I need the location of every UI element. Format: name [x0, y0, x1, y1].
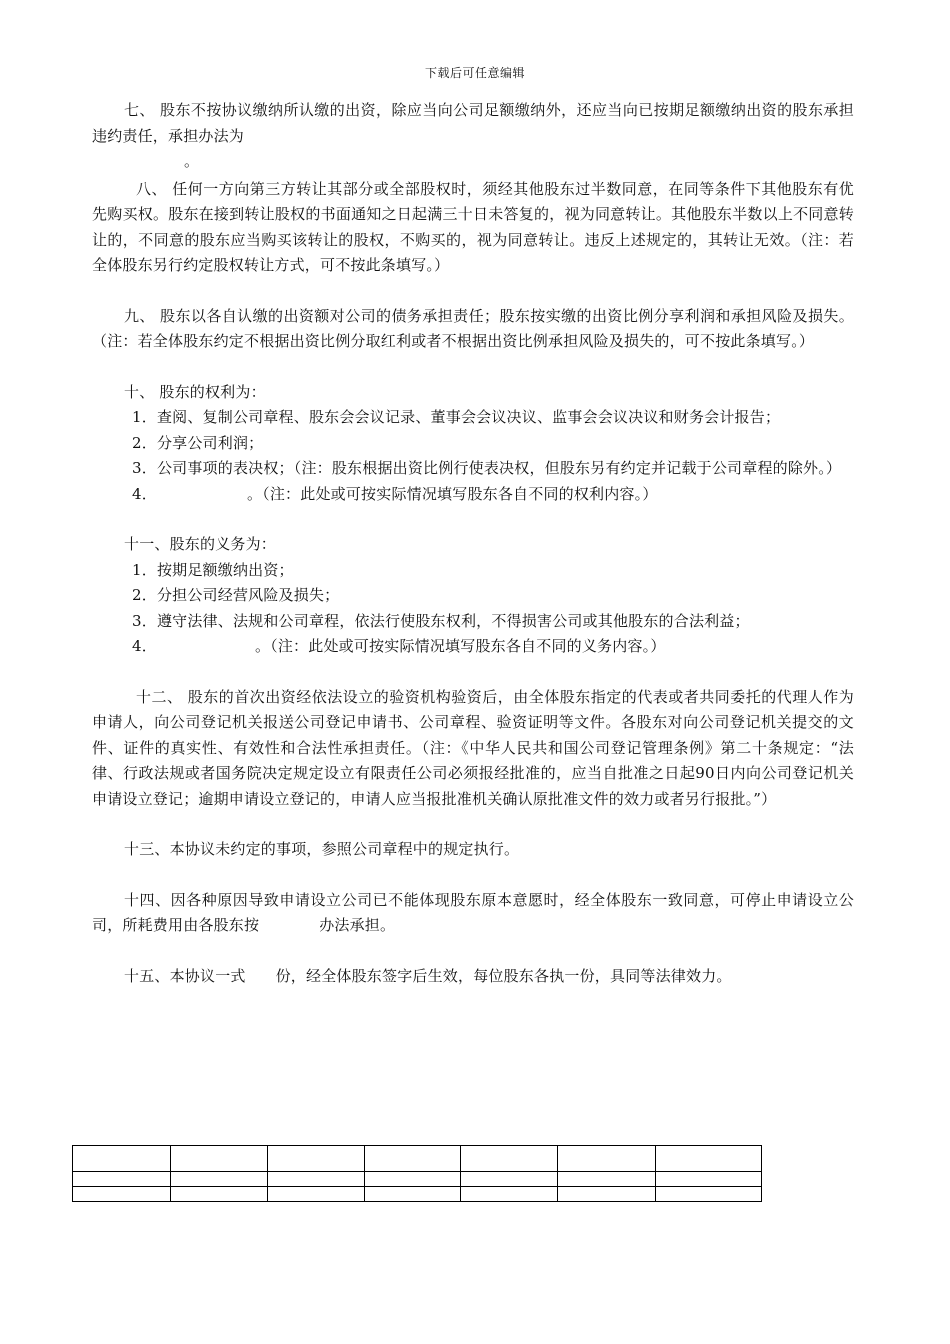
clause-7 — [92, 98, 854, 149]
clause-14 — [92, 888, 854, 939]
signature-cell[interactable] — [267, 1187, 364, 1202]
clause-11-item-1: 1．按期足额缴纳出资； — [132, 560, 294, 579]
signature-cell[interactable] — [170, 1172, 267, 1187]
signature-cell[interactable] — [656, 1187, 762, 1202]
clause-13: 十三、本协议未约定的事项，参照公司章程中的规定执行。 — [124, 840, 520, 858]
agreement-body — [92, 98, 854, 989]
clause-10-item-4 — [92, 482, 854, 508]
clause-11-item-3: 3．遵守法律、法规和公司章程，依法行使股东权利，不得损害公司或其他股东的合法利益； — [132, 611, 750, 630]
clause-15 — [92, 964, 854, 990]
signature-table — [72, 1145, 762, 1202]
clause-11-item-4-num: 4． — [132, 637, 157, 655]
clause-14-text: 十四、因各种原因导致申请设立公司已不能体现股东原本意愿时，经全体股东一致同意，可停止申请设立公司，所耗费用由各股东按 — [92, 890, 854, 934]
signature-cell[interactable] — [558, 1146, 656, 1172]
clause-10-item-4-num: 4． — [132, 484, 157, 503]
clause-7-end: 。 — [184, 152, 200, 170]
signature-cell[interactable] — [364, 1172, 461, 1187]
signature-cell[interactable] — [73, 1172, 171, 1187]
signature-cell[interactable] — [558, 1187, 656, 1202]
signature-cell[interactable] — [461, 1187, 558, 1202]
signature-cell[interactable] — [461, 1172, 558, 1187]
clause-9: 九、 股东以各自认缴的出资额对公司的债务承担责任；股东按实缴的出资比例分享利润和承担风险及损失。（注：若全体股东约定不根据出资比例分取红利或者不根据出资比例承担风险及损失的，可不按此条填写。） — [92, 306, 854, 350]
clause-12: 十二、 股东的首次出资经依法设立的验资机构验资后，由全体股东指定的代表或者共同委托的代理人作为申请人，向公司登记机关报送公司登记申请书、公司章程、验资证明等文件。各股东对向公司登记机关提交的文件、证件的真实性、有效性和合法性承担责任。（注：《中华人民共和国公司登记管理条例》第二十条规定：“法律、行政法规或者国务院决定规定设立有限责任公司必须报经批准的，应当自批准之日起90日内向公司登记机关申请设立登记；逾期申请设立登记的，申请人应当报批准机关确认原批准文件的效力或者另行报批。”） — [92, 687, 854, 808]
signature-cell[interactable] — [170, 1146, 267, 1172]
clause-10-item-4-note: 。（注：此处或可按实际情况填写股东各自不同的权利内容。） — [246, 484, 658, 503]
page-header: 下载后可任意编辑 — [424, 66, 525, 80]
clause-15-end: 份，经全体股东签字后生效，每位股东各执一份，具同等法律效力。 — [275, 966, 732, 985]
signature-row — [73, 1146, 762, 1172]
signature-cell[interactable] — [170, 1187, 267, 1202]
clause-15-text: 十五、本协议一式 — [124, 966, 246, 985]
clause-11-item-4 — [92, 634, 854, 660]
signature-cell[interactable] — [364, 1187, 461, 1202]
signature-row — [73, 1187, 762, 1202]
signature-row — [73, 1172, 762, 1187]
clause-7-blank-line — [92, 149, 854, 175]
clause-7-text: 七、 股东不按协议缴纳所认缴的出资，除应当向公司足额缴纳外，还应当向已按期足额缴纳出资的股东承担违约责任，承担办法为 — [92, 101, 854, 145]
clause-11-item-4-note: 。（注：此处或可按实际情况填写股东各自不同的义务内容。） — [254, 637, 666, 655]
signature-cell[interactable] — [73, 1146, 171, 1172]
signature-cell[interactable] — [656, 1172, 762, 1187]
signature-cell[interactable] — [267, 1172, 364, 1187]
clause-8: 八、 任何一方向第三方转让其部分或全部股权时，须经其他股东过半数同意，在同等条件下其他股东有优先购买权。股东在接到转让股权的书面通知之日起满三十日未答复的，视为同意转让。其他股东半数以上不同意转让的，不同意的股东应当购买该转让的股权，不购买的，视为同意转让。违反上述规定的，其转让无效。（注：若全体股东另行约定股权转让方式，可不按此条填写。） — [92, 179, 854, 274]
clause-10-item-1: 1．查阅、复制公司章程、股东会会议记录、董事会会议决议、监事会会议决议和财务会计报告； — [132, 408, 781, 426]
clause-10-title: 十、 股东的权利为： — [124, 382, 266, 401]
signature-cell[interactable] — [364, 1146, 461, 1172]
signature-cell[interactable] — [73, 1187, 171, 1202]
signature-cell[interactable] — [461, 1146, 558, 1172]
clause-10-item-2: 2．分享公司利润； — [132, 433, 264, 452]
clause-10-item-3: 3．公司事项的表决权；（注：股东根据出资比例行使表决权，但股东另有约定并记载于公司章程的除外。） — [132, 459, 842, 477]
clause-11-title: 十一、股东的义务为： — [124, 535, 277, 553]
clause-14-end: 办法承担。 — [319, 916, 396, 934]
signature-cell[interactable] — [267, 1146, 364, 1172]
signature-cell[interactable] — [558, 1172, 656, 1187]
signature-cell[interactable] — [656, 1146, 762, 1172]
clause-11-item-2: 2．分担公司经营风险及损失； — [132, 586, 340, 604]
